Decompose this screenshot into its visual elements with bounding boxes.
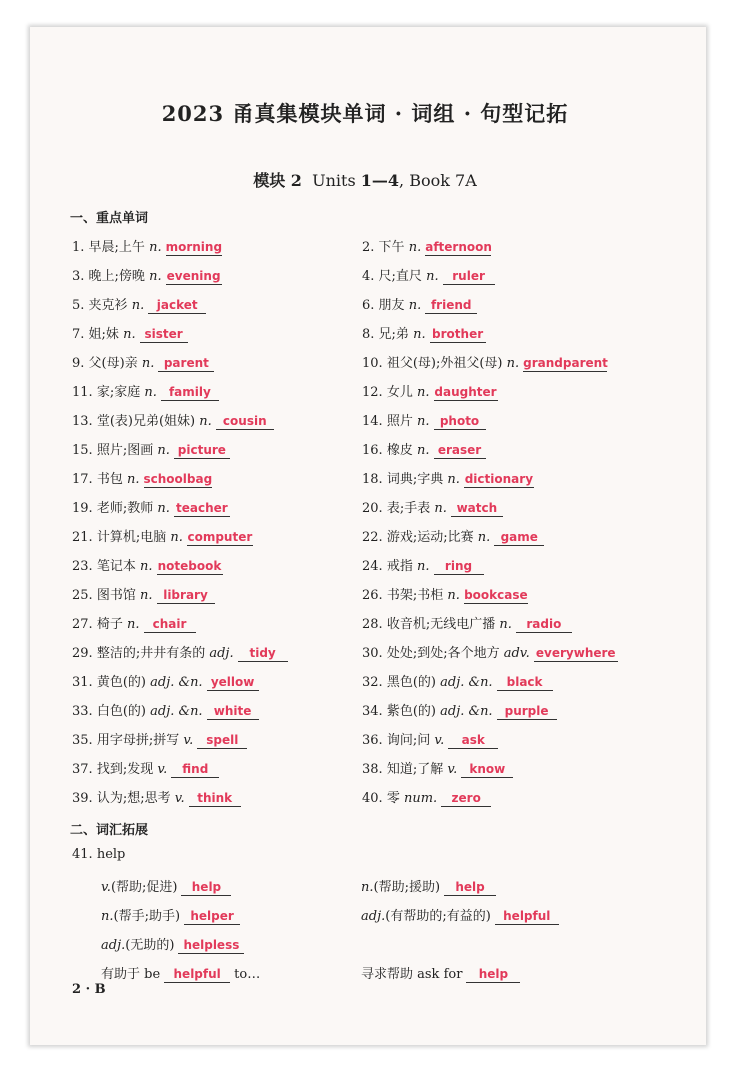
word-item	[72, 758, 219, 778]
pos-label: n.	[170, 530, 183, 545]
item-number: 19.	[72, 501, 93, 516]
chinese-meaning: 计算机;电脑	[96, 530, 167, 545]
chinese-meaning: 书架;书柜	[386, 588, 444, 603]
expansion-phrase	[101, 963, 260, 983]
pos-label: n.	[149, 269, 162, 284]
chinese-meaning: 橡皮	[386, 443, 413, 458]
chinese-meaning: 整洁的;井井有条的	[96, 646, 206, 661]
item-number: 32.	[362, 675, 383, 690]
chinese-meaning: 照片;图画	[96, 443, 154, 458]
pos-label: v.	[157, 762, 168, 777]
item-number: 10.	[362, 356, 383, 371]
answer-blank[interactable]: friend	[425, 298, 477, 314]
answer-blank[interactable]: evening	[166, 269, 221, 283]
pos-label: n.	[506, 356, 520, 371]
chinese-meaning: 夹克衫	[88, 298, 128, 313]
word-item	[72, 468, 212, 488]
chinese-meaning: 黄色(的)	[96, 675, 146, 690]
word-item	[72, 700, 259, 720]
chinese-meaning: 老师;教师	[96, 501, 154, 516]
chinese-meaning: 询问;问	[386, 733, 431, 748]
answer-blank[interactable]: tidy	[238, 646, 288, 662]
pos-label: adv.	[503, 646, 530, 661]
pos-label: n.	[408, 298, 422, 313]
expansion-item	[101, 905, 240, 925]
word-item	[72, 439, 230, 459]
answer-blank[interactable]: teacher	[174, 501, 230, 517]
item-number: 25.	[72, 588, 93, 603]
chinese-meaning: 下午	[378, 240, 405, 255]
module-name: 模块 2	[253, 171, 302, 190]
answer-blank[interactable]: grandparent	[523, 356, 608, 370]
expansion-phrase	[361, 963, 520, 983]
pos-label: adj.	[101, 938, 126, 953]
pos-label: n.	[139, 559, 153, 574]
chinese-meaning: 收音机;无线电广播	[386, 617, 496, 632]
word-item	[362, 729, 498, 749]
expansion-number: 41.	[72, 847, 93, 862]
chinese-meaning: 家;家庭	[96, 385, 141, 400]
chinese-meaning: 图书馆	[96, 588, 136, 603]
pos-label: n.	[434, 501, 447, 516]
expansion-item	[361, 905, 559, 925]
book-sep: , Book	[399, 171, 456, 190]
pos-label: n.	[413, 327, 426, 342]
word-item	[362, 352, 607, 372]
item-number: 6.	[362, 298, 375, 313]
pos-label: n.	[131, 298, 145, 313]
pos-label: n.	[157, 443, 170, 458]
chinese-meaning: 朋友	[378, 298, 405, 313]
word-item	[362, 671, 553, 691]
chinese-meaning: 游戏;运动;比赛	[386, 530, 474, 545]
chinese-meaning: 找到;发现	[96, 762, 154, 777]
word-item	[362, 758, 513, 778]
chinese-meaning: 笔记本	[96, 559, 136, 574]
pos-label: n.	[123, 327, 136, 342]
phrase-prefix: 寻求帮助 ask for	[361, 967, 463, 982]
item-number: 9.	[72, 356, 85, 371]
answer-blank[interactable]: notebook	[157, 559, 222, 573]
chinese-meaning: 书包	[96, 472, 123, 487]
answer-blank[interactable]: helpful	[164, 967, 230, 983]
item-number: 14.	[362, 414, 383, 429]
word-item	[362, 526, 544, 546]
word-item	[72, 555, 223, 575]
chinese-meaning: 戒指	[386, 559, 413, 574]
answer-blank[interactable]: help	[466, 967, 520, 983]
answer-blank[interactable]: ruler	[443, 269, 495, 285]
pos-label: n.	[416, 443, 430, 458]
answer-blank[interactable]: help	[444, 880, 496, 896]
chinese-meaning: 零	[386, 791, 400, 806]
word-item	[72, 381, 219, 401]
item-number: 37.	[72, 762, 93, 777]
item-number: 18.	[362, 472, 383, 487]
pos-label: n.	[408, 240, 422, 255]
pos-label: adj.	[361, 909, 386, 924]
answer-blank[interactable]: purple	[497, 704, 557, 720]
pos-label: n.	[139, 588, 153, 603]
units-range: 1—4	[360, 171, 400, 190]
pos-label: n.	[126, 472, 140, 487]
pos-label: n.	[499, 617, 512, 632]
item-number: 22.	[362, 530, 383, 545]
answer-blank[interactable]: schoolbag	[143, 472, 213, 486]
word-item	[362, 497, 503, 517]
chinese-meaning: (有帮助的;有益的)	[385, 909, 491, 924]
answer-blank[interactable]: ring	[434, 559, 484, 575]
answer-blank[interactable]: watch	[451, 501, 503, 517]
word-item	[72, 410, 274, 430]
pos-label: n.	[447, 588, 460, 603]
word-item	[72, 729, 247, 749]
answer-blank[interactable]: parent	[158, 356, 214, 372]
pos-label: adj. &n.	[440, 675, 493, 690]
word-item	[362, 613, 572, 633]
word-item	[72, 294, 206, 314]
answer-blank[interactable]: helpless	[178, 938, 244, 954]
section-heading-key-words: 一、重点单词	[70, 211, 149, 226]
answer-blank[interactable]: chair	[144, 617, 196, 633]
chinese-meaning: 堂(表)兄弟(姐妹)	[96, 414, 196, 429]
chinese-meaning: 表;手表	[386, 501, 431, 516]
word-item	[362, 265, 495, 285]
answer-blank[interactable]: cousin	[216, 414, 274, 430]
item-number: 12.	[362, 385, 383, 400]
word-item	[362, 439, 486, 459]
word-item	[72, 236, 222, 256]
answer-blank[interactable]: sister	[140, 327, 188, 343]
answer-blank[interactable]: find	[171, 762, 219, 778]
item-number: 3.	[72, 269, 85, 284]
pos-label: n.	[157, 501, 170, 516]
word-item	[72, 323, 188, 343]
word-item	[362, 410, 486, 430]
book-name: 7A	[455, 171, 477, 190]
item-number: 24.	[362, 559, 383, 574]
chinese-meaning: (帮手;助手)	[113, 909, 181, 924]
phrase-suffix: to…	[234, 967, 261, 982]
pos-label: n.	[361, 880, 374, 895]
chinese-meaning: 椅子	[96, 617, 123, 632]
chinese-meaning: (帮助;援助)	[373, 880, 441, 895]
pos-label: adj.	[209, 646, 234, 661]
chinese-meaning: 认为;想;思考	[96, 791, 171, 806]
answer-blank[interactable]: spell	[197, 733, 247, 749]
chinese-meaning: 姐;妹	[88, 327, 119, 342]
word-item	[72, 497, 230, 517]
expansion-item	[101, 934, 244, 954]
chinese-meaning: 尺;直尺	[378, 269, 422, 284]
pos-label: num.	[403, 791, 438, 806]
answer-blank[interactable]: zero	[441, 791, 491, 807]
answer-blank[interactable]: brother	[430, 327, 486, 343]
pos-label: n.	[101, 909, 114, 924]
chinese-meaning: 祖父(母);外祖父(母)	[386, 356, 503, 371]
expansion-item	[101, 876, 231, 896]
answer-blank[interactable]: know	[461, 762, 513, 778]
chinese-meaning: 紫色(的)	[386, 704, 436, 719]
answer-blank[interactable]: jacket	[148, 298, 206, 314]
word-item	[362, 555, 484, 575]
answer-blank[interactable]: help	[181, 880, 231, 896]
page-number: 2 · B	[72, 982, 106, 997]
word-item	[362, 468, 534, 488]
section-heading-expansion: 二、词汇拓展	[70, 823, 149, 838]
chinese-meaning: 黑色(的)	[386, 675, 436, 690]
answer-blank[interactable]: game	[494, 530, 544, 546]
pos-label: adj. &n.	[440, 704, 493, 719]
answer-blank[interactable]: think	[189, 791, 241, 807]
word-item	[362, 381, 498, 401]
chinese-meaning: 兄;弟	[378, 327, 409, 342]
item-number: 29.	[72, 646, 93, 661]
pos-label: n.	[144, 385, 157, 400]
word-item	[72, 787, 241, 807]
page-title: 2023 甬真集模块单词 · 词组 · 句型记拓	[161, 101, 569, 126]
item-number: 20.	[362, 501, 383, 516]
pos-label: n.	[416, 559, 430, 574]
pos-label: adj. &n.	[150, 675, 203, 690]
chinese-meaning: 照片	[386, 414, 413, 429]
word-item	[362, 584, 528, 604]
item-number: 16.	[362, 443, 383, 458]
expansion-headword	[72, 847, 125, 862]
units-label: Units	[312, 171, 361, 190]
item-number: 33.	[72, 704, 93, 719]
item-number: 27.	[72, 617, 93, 632]
expansion-word: help	[96, 847, 126, 862]
chinese-meaning: 词典;字典	[386, 472, 444, 487]
chinese-meaning: 知道;了解	[386, 762, 444, 777]
word-item	[72, 265, 222, 285]
answer-blank[interactable]: bookcase	[464, 588, 528, 602]
item-number: 15.	[72, 443, 93, 458]
pos-label: n.	[199, 414, 212, 429]
item-number: 13.	[72, 414, 93, 429]
answer-blank[interactable]: afternoon	[425, 240, 492, 254]
word-item	[362, 642, 618, 662]
pos-label: n.	[416, 385, 430, 400]
chinese-meaning: 用字母拼;拼写	[96, 733, 180, 748]
word-item	[362, 323, 486, 343]
answer-blank[interactable]: eraser	[434, 443, 486, 459]
item-number: 40.	[362, 791, 383, 806]
module-subtitle	[0, 168, 730, 191]
word-item	[362, 787, 491, 807]
pos-label: n.	[126, 617, 140, 632]
chinese-meaning: (帮助;促进)	[110, 880, 178, 895]
answer-blank[interactable]: helpful	[495, 909, 559, 925]
item-number: 28.	[362, 617, 383, 632]
phrase-prefix: 有助于 be	[101, 967, 161, 982]
expansion-item	[361, 876, 496, 896]
answer-blank[interactable]: dictionary	[464, 472, 534, 486]
word-item	[72, 671, 259, 691]
item-number: 31.	[72, 675, 93, 690]
item-number: 4.	[362, 269, 375, 284]
pos-label: n.	[141, 356, 155, 371]
pos-label: n.	[416, 414, 430, 429]
answer-blank[interactable]: daughter	[434, 385, 497, 399]
item-number: 36.	[362, 733, 383, 748]
item-number: 5.	[72, 298, 85, 313]
item-number: 23.	[72, 559, 93, 574]
word-item	[362, 700, 557, 720]
pos-label: v.	[434, 733, 445, 748]
answer-blank[interactable]: computer	[187, 530, 253, 544]
item-number: 34.	[362, 704, 383, 719]
item-number: 1.	[72, 240, 85, 255]
chinese-meaning: 父(母)亲	[88, 356, 138, 371]
pos-label: n.	[447, 472, 460, 487]
answer-blank[interactable]: black	[497, 675, 553, 691]
pos-label: adj. &n.	[150, 704, 203, 719]
item-number: 8.	[362, 327, 375, 342]
word-item	[72, 526, 253, 546]
pos-label: v.	[101, 880, 111, 895]
answer-blank[interactable]: helper	[184, 909, 240, 925]
word-item	[362, 294, 477, 314]
item-number: 30.	[362, 646, 383, 661]
item-number: 11.	[72, 385, 93, 400]
chinese-meaning: 处处;到处;各个地方	[386, 646, 500, 661]
pos-label: v.	[174, 791, 185, 806]
item-number: 17.	[72, 472, 93, 487]
pos-label: n.	[477, 530, 491, 545]
pos-label: v.	[183, 733, 194, 748]
chinese-meaning: (无助的)	[125, 938, 175, 953]
item-number: 21.	[72, 530, 93, 545]
pos-label: n.	[149, 240, 162, 255]
item-number: 26.	[362, 588, 383, 603]
word-item	[72, 642, 288, 662]
word-item	[72, 352, 214, 372]
answer-blank[interactable]: everywhere	[534, 646, 618, 662]
answer-blank[interactable]: family	[161, 385, 219, 401]
answer-blank[interactable]: morning	[165, 240, 223, 254]
chinese-meaning: 早晨;上午	[88, 240, 145, 255]
word-item	[72, 613, 196, 633]
item-number: 7.	[72, 327, 85, 342]
item-number: 39.	[72, 791, 93, 806]
item-number: 35.	[72, 733, 93, 748]
pos-label: v.	[447, 762, 458, 777]
item-number: 2.	[362, 240, 375, 255]
answer-blank[interactable]: ask	[448, 733, 498, 749]
answer-blank[interactable]: yellow	[207, 675, 259, 691]
answer-blank[interactable]: photo	[434, 414, 486, 430]
answer-blank[interactable]: library	[157, 588, 215, 604]
word-item	[72, 584, 215, 604]
pos-label: n.	[426, 269, 439, 284]
item-number: 38.	[362, 762, 383, 777]
answer-blank[interactable]: radio	[516, 617, 572, 633]
chinese-meaning: 白色(的)	[96, 704, 146, 719]
word-item	[362, 236, 491, 256]
answer-blank[interactable]: picture	[174, 443, 230, 459]
chinese-meaning: 晚上;傍晚	[88, 269, 145, 284]
chinese-meaning: 女儿	[386, 385, 413, 400]
answer-blank[interactable]: white	[207, 704, 259, 720]
